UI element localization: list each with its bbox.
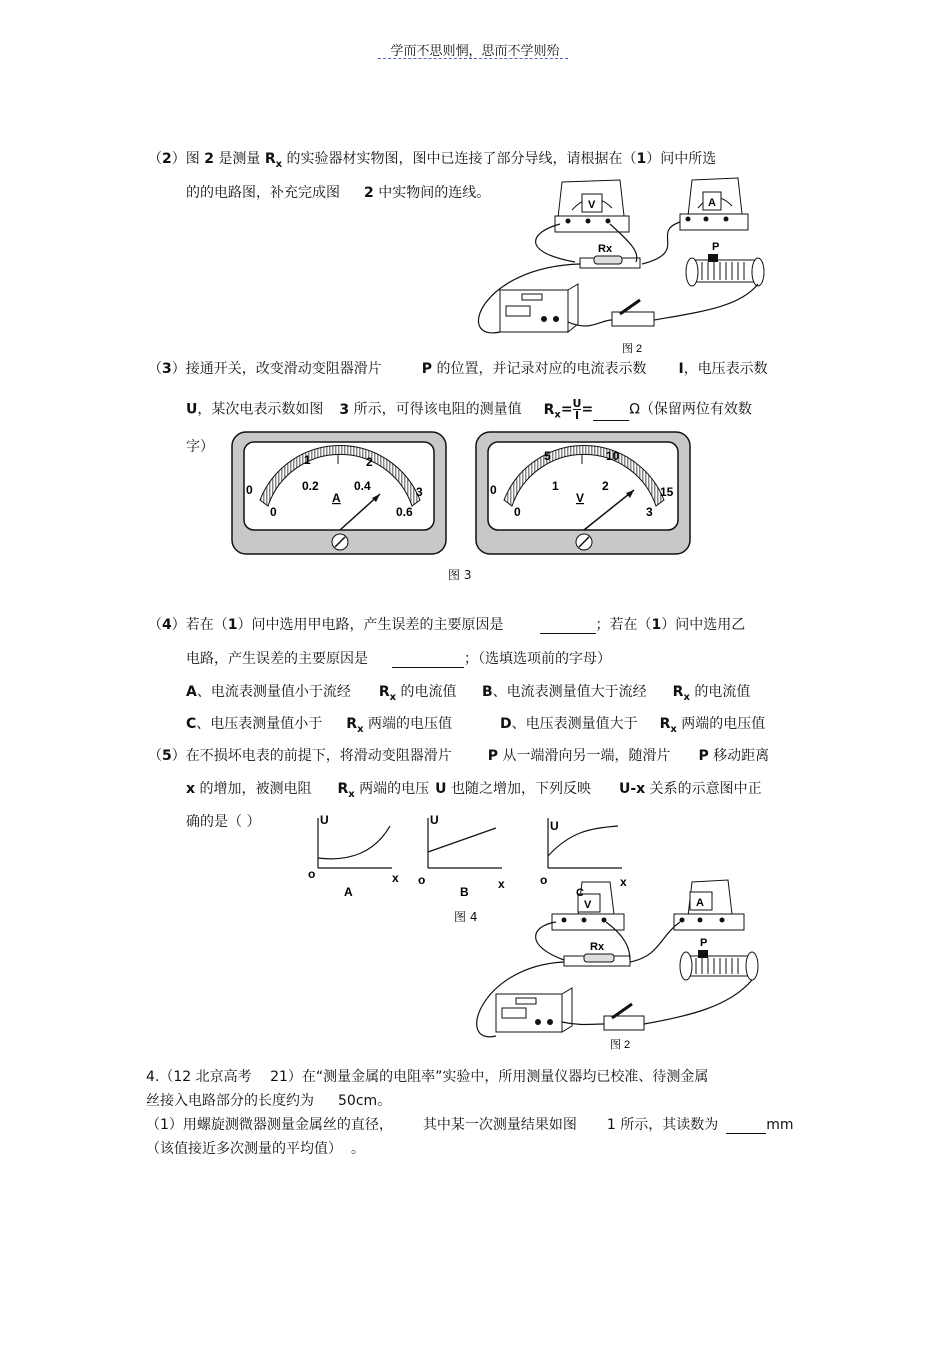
q4-option-b: B、电流表测量值大于流经 $R_x$ 的电流值 [482, 684, 751, 703]
svg-text:A: A [332, 491, 341, 505]
svg-text:1: 1 [552, 479, 559, 493]
q5-line2: x 的增加，被测电阻 $R_x$ 两端的电压 U 也随之增加，下列反映 U-x 关系的示意图中正 [186, 781, 762, 800]
svg-text:A: A [344, 885, 353, 899]
switch [612, 300, 654, 326]
resistor-rx [564, 941, 630, 966]
q2-line1: （2）图 2 是测量 $R_x$ 的实验器材实物图，图中已连接了部分导线，请根据在（1）问中所选 [148, 151, 717, 170]
ammeter-device [680, 178, 748, 230]
svg-text:P: P [700, 937, 708, 949]
svg-text:图 2: 图 2 [622, 343, 643, 355]
q4-line1: （4）若在（1）问中选用甲电路，产生误差的主要原因是 ；若在（1）问中选用乙 [148, 617, 746, 633]
svg-text:0.6: 0.6 [396, 505, 413, 519]
resistor-rx [580, 243, 640, 268]
svg-text:C: C [576, 887, 584, 899]
svg-text:A: A [696, 897, 704, 909]
q3-line3: 字） [186, 439, 214, 455]
figure-3-meters [230, 430, 692, 558]
q4-option-c: C、电压表测量值小于 $R_x$ 两端的电压值 [186, 716, 452, 735]
p4-line1: 4.（12 北京高考 21）在“测量金属的电阻率”实验中，所用测量仪器均已校准、待测金属 [146, 1069, 709, 1085]
switch [604, 1004, 644, 1030]
power-supply [500, 284, 578, 332]
p4-line2: 丝接入电路部分的长度约为 50cm。 [146, 1093, 392, 1109]
svg-text:0: 0 [246, 483, 253, 497]
svg-text:5: 5 [544, 449, 551, 463]
svg-text:V: V [584, 899, 592, 911]
svg-text:2: 2 [602, 479, 609, 493]
svg-text:Rx: Rx [598, 243, 613, 255]
q5-line3: 确的是（ ） [186, 814, 261, 830]
svg-text:3: 3 [416, 485, 423, 499]
svg-text:3: 3 [646, 505, 653, 519]
ammeter-dial [232, 432, 446, 554]
q4-option-d: D、电压表测量值大于 $R_x$ 两端的电压值 [500, 716, 766, 735]
svg-text:U: U [550, 819, 559, 833]
figure-4-caption: 图 4 [454, 910, 478, 924]
figure-2-apparatus-repeat [460, 876, 800, 1054]
voltmeter-device [552, 882, 624, 930]
voltmeter-device [555, 180, 629, 232]
svg-text:U: U [430, 813, 439, 827]
ammeter-device [674, 880, 744, 930]
svg-text:P: P [712, 241, 720, 253]
page-header: 学而不思则惘，思而不学则殆 [390, 44, 560, 59]
svg-text:图 2: 图 2 [610, 1039, 631, 1051]
svg-text:1: 1 [304, 453, 311, 467]
svg-text:U: U [320, 813, 329, 827]
q4-option-a: A、电流表测量值小于流经 $R_x$ 的电流值 [186, 684, 457, 703]
svg-text:0: 0 [514, 505, 521, 519]
header-underline [378, 58, 568, 59]
svg-text:0: 0 [270, 505, 277, 519]
q3-line2: U，某次电表示数如图 3 所示，可得该电阻的测量值 $R_x=$ $\frac{U}{I}$ = Ω（保留两位有效数 [186, 397, 752, 422]
svg-text:V: V [576, 491, 585, 505]
svg-text:x: x [620, 875, 627, 889]
rheostat [686, 241, 764, 286]
svg-text:V: V [588, 199, 596, 211]
svg-text:0.4: 0.4 [354, 479, 371, 493]
p4-line3: （1）用螺旋测微器测量金属丝的直径， 其中某一次测量结果如图 1 所示，其读数为 mm [146, 1117, 794, 1133]
svg-text:A: A [708, 197, 716, 209]
svg-text:Rx: Rx [590, 941, 605, 953]
svg-text:10: 10 [606, 449, 620, 463]
rheostat [680, 937, 758, 980]
q3-line1: （3）接通开关，改变滑动变阻器滑片 P 的位置，并记录对应的电流表示数 I，电压表示数 [148, 361, 768, 377]
svg-text:0: 0 [490, 483, 497, 497]
q2-line2: 的的电路图，补充完成图 2 中实物间的连线。 [186, 185, 491, 201]
figure-3-caption: 图 3 [448, 568, 472, 582]
svg-text:o: o [540, 873, 548, 887]
svg-text:2: 2 [366, 455, 373, 469]
svg-text:o: o [308, 867, 316, 881]
figure-2-apparatus [460, 172, 800, 360]
svg-text:15: 15 [660, 485, 674, 499]
svg-text:B: B [460, 885, 469, 899]
svg-text:o: o [418, 873, 426, 887]
q4-line2: 电路，产生误差的主要原因是 ；（选填选项前的字母） [186, 651, 611, 667]
svg-text:x: x [498, 877, 505, 891]
p4-line4: （该值接近多次测量的平均值） 。 [146, 1141, 365, 1157]
q5-line1: （5）在不损坏电表的前提下，将滑动变阻器滑片 P 从一端滑向另一端，随滑片 P 移动距离 [148, 748, 770, 764]
svg-text:0.2: 0.2 [302, 479, 319, 493]
svg-text:x: x [392, 871, 399, 885]
voltmeter-dial [476, 432, 690, 554]
power-supply [496, 988, 572, 1032]
